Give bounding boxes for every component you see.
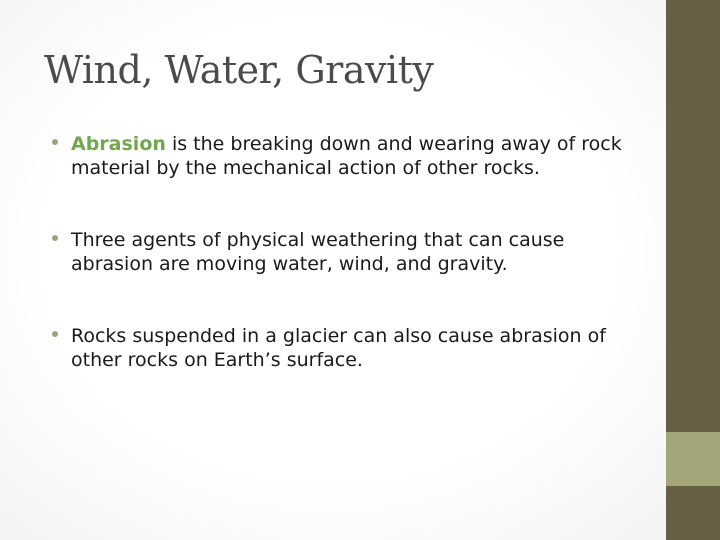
bullet-dot-icon — [52, 331, 58, 337]
bullet-dot-icon — [52, 235, 58, 241]
decorative-sidebar — [666, 0, 720, 540]
bullet-text: is the breaking down and wearing away of rock material by the mechanical action of other rocks. — [71, 133, 622, 179]
bullet-item-glacier — [52, 324, 642, 372]
bullet-text: Three agents of physical weathering that can cause abrasion are moving water, wind, and gravity. — [71, 229, 565, 275]
sidebar-accent-block — [666, 432, 720, 486]
bullet-dot-icon — [52, 139, 58, 145]
bullet-item-abrasion-definition — [52, 132, 642, 180]
slide-title: Wind, Water, Gravity — [44, 48, 434, 92]
bullet-text: Rocks suspended in a glacier can also cause abrasion of other rocks on Earth’s surface. — [71, 325, 606, 371]
sidebar-band-bottom — [666, 486, 720, 540]
highlighted-term: Abrasion — [71, 133, 166, 155]
sidebar-band-top — [666, 0, 720, 432]
bullet-item-agents — [52, 228, 642, 276]
bullet-list — [52, 132, 642, 420]
